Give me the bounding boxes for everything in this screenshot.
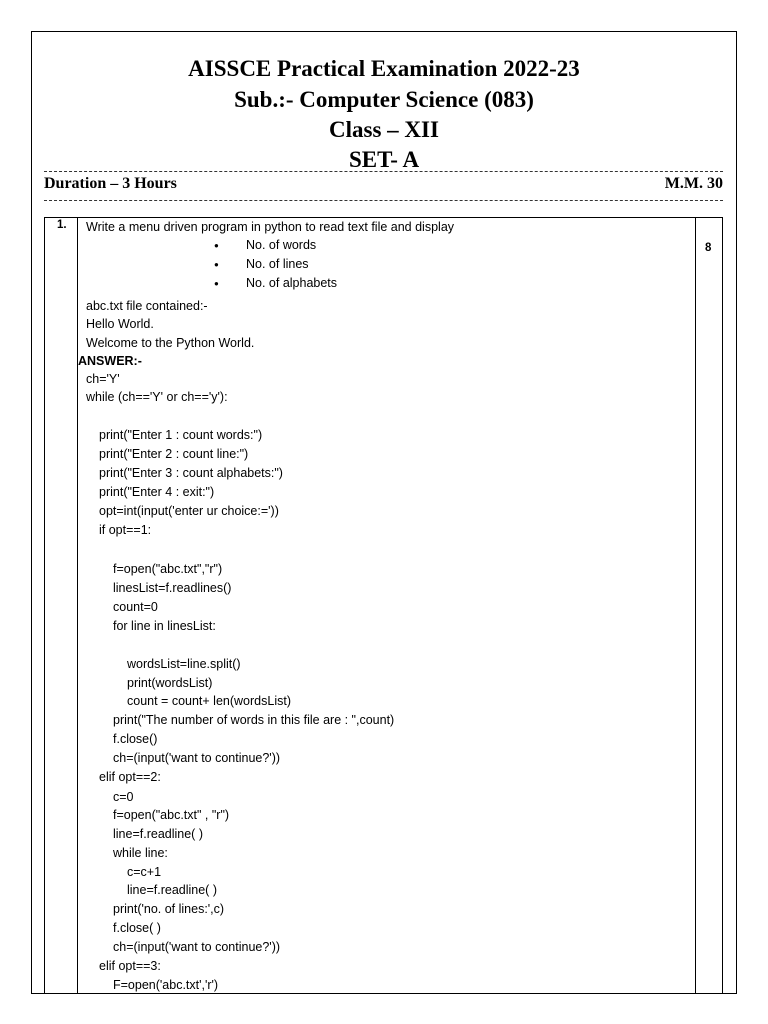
- code-line: while line:: [113, 846, 168, 860]
- file-line: Welcome to the Python World.: [86, 336, 255, 350]
- code-line: elif opt==3:: [99, 959, 161, 973]
- code-line: while (ch=='Y' or ch=='y'):: [86, 390, 228, 404]
- code-line: line=f.readline( ): [113, 827, 203, 841]
- bullet-icon: ●: [214, 260, 219, 269]
- question-prompt: Write a menu driven program in python to read text file and display: [86, 220, 455, 234]
- set-line: SET- A: [348, 147, 420, 172]
- code-line: print("Enter 4 : exit:"): [99, 485, 215, 499]
- code-line: print('no. of lines:',c): [113, 902, 225, 916]
- header-divider-top: [44, 171, 723, 172]
- exam-title: AISSCE Practical Examination 2022-23: [188, 56, 580, 81]
- bullet-icon: ●: [214, 241, 219, 250]
- code-line: print("Enter 2 : count line:"): [99, 447, 249, 461]
- file-intro: abc.txt file contained:-: [86, 299, 208, 313]
- answer-label: ANSWER:-: [78, 354, 142, 368]
- code-line: if opt==1:: [99, 523, 152, 537]
- column-divider-number: [77, 217, 78, 993]
- code-line: f=open("abc.txt" , "r"): [113, 808, 230, 822]
- code-line: ch='Y': [86, 372, 120, 386]
- meta-row: [44, 175, 723, 195]
- class-line: Class – XII: [329, 117, 439, 142]
- code-line: f=open("abc.txt","r"): [113, 562, 223, 576]
- code-line: for line in linesList:: [113, 619, 216, 633]
- code-line: ch=(input('want to continue?')): [113, 940, 281, 954]
- code-line: count=0: [113, 600, 158, 614]
- bullet-label: No. of alphabets: [246, 276, 338, 290]
- code-line: ch=(input('want to continue?')): [113, 751, 281, 765]
- code-line: elif opt==2:: [99, 770, 161, 784]
- code-line: c=c+1: [127, 865, 162, 879]
- code-line: print("Enter 1 : count words:"): [99, 428, 263, 442]
- code-line: f.close( ): [113, 921, 161, 935]
- code-line: print("Enter 3 : count alphabets:"): [99, 466, 283, 480]
- question-number: 1.: [57, 219, 67, 231]
- code-line: print(wordsList): [127, 676, 213, 690]
- code-line: linesList=f.readlines(): [113, 581, 232, 595]
- code-line: wordsList=line.split(): [127, 657, 241, 671]
- column-divider-marks: [695, 217, 696, 993]
- file-line: Hello World.: [86, 317, 154, 331]
- code-line: line=f.readline( ): [127, 883, 217, 897]
- bullet-label: No. of words: [246, 238, 317, 252]
- bullet-label: No. of lines: [246, 257, 309, 271]
- code-line: opt=int(input('enter ur choice:=')): [99, 504, 279, 518]
- code-line: f.close(): [113, 732, 158, 746]
- subject-line: Sub.:- Computer Science (083): [234, 87, 534, 112]
- header-divider-bottom: [44, 200, 723, 201]
- question-marks: 8: [705, 242, 712, 254]
- duration: Duration – 3 Hours: [44, 175, 177, 192]
- code-line: c=0: [113, 790, 134, 804]
- max-marks: M.M. 30: [664, 175, 723, 192]
- bullet-icon: ●: [214, 279, 219, 288]
- code-line: print("The number of words in this file are : ",count): [113, 713, 395, 727]
- code-line: F=open('abc.txt','r'): [113, 978, 219, 992]
- code-line: count = count+ len(wordsList): [127, 694, 291, 708]
